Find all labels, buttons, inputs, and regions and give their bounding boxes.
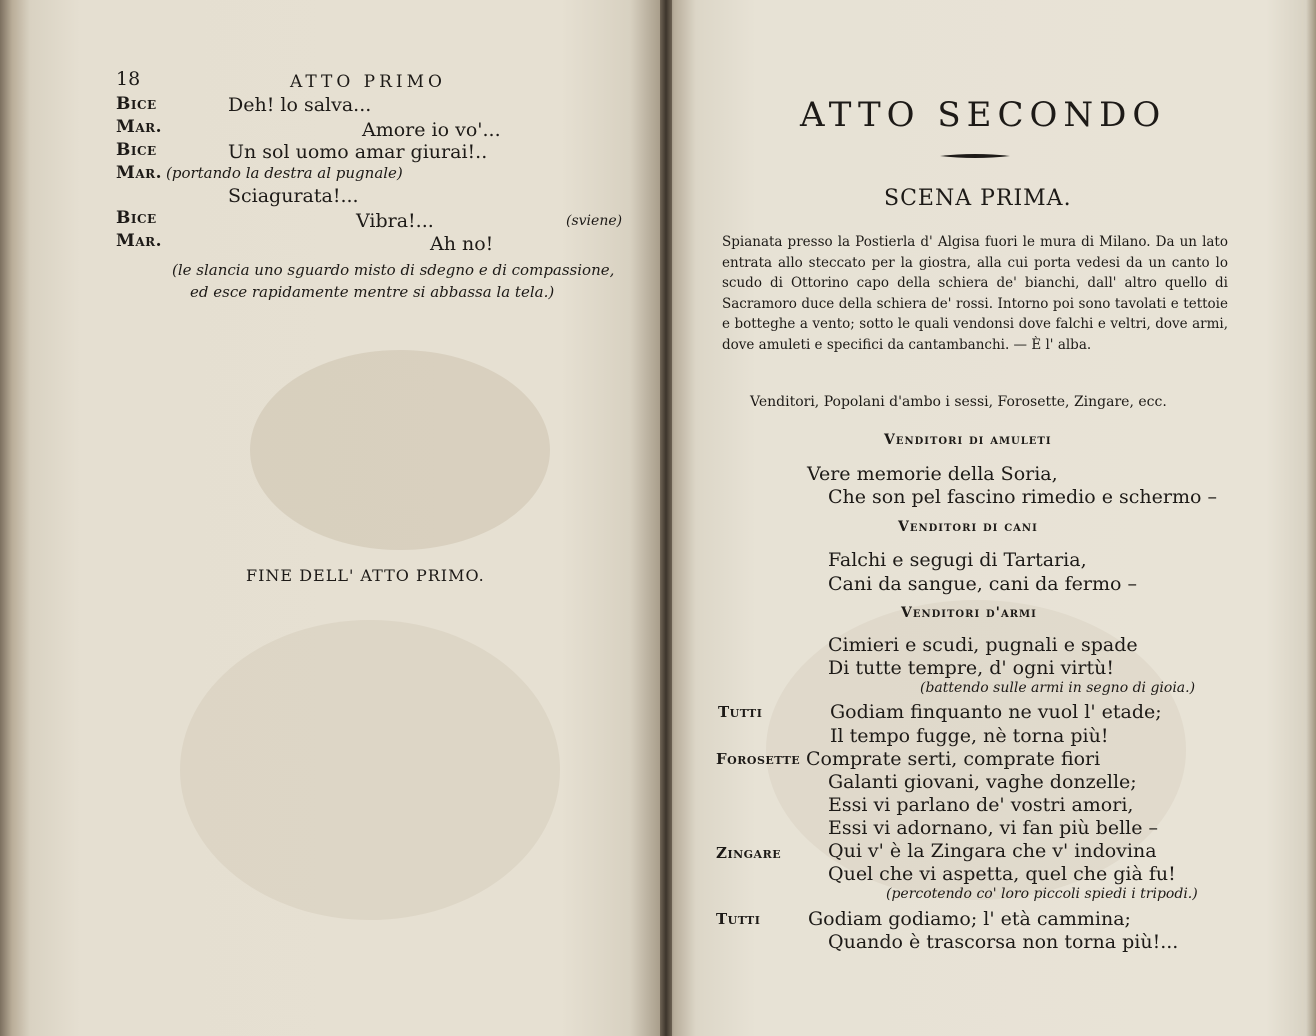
scene-title: SCENA PRIMA. bbox=[884, 186, 1072, 211]
verse-line: Essi vi parlano de' vostri amori, bbox=[828, 794, 1134, 816]
verse-line: Deh! lo salva... bbox=[228, 94, 372, 116]
speaker-tutti: Tutti bbox=[718, 703, 763, 721]
group-heading: Venditori di amuleti bbox=[884, 432, 1052, 448]
stage-direction: (battendo sulle armi in segno di gioia.) bbox=[920, 680, 1196, 696]
verse-line: Ah no! bbox=[430, 233, 494, 255]
stage-direction: (portando la destra al pugnale) bbox=[166, 164, 403, 182]
page-number: 18 bbox=[116, 68, 141, 90]
verse-line: Quel che vi aspetta, quel che già fu! bbox=[828, 863, 1176, 885]
speaker-mar: Mar. bbox=[116, 231, 163, 251]
verse-line: Amore io vo'... bbox=[362, 119, 501, 141]
closing-stage-direction: (le slancia uno sguardo misto di sdegno e di compassione, bbox=[172, 261, 615, 279]
verse-line: Galanti giovani, vaghe donzelle; bbox=[828, 771, 1137, 793]
verse-line: Il tempo fugge, nè torna più! bbox=[830, 725, 1109, 747]
group-heading: Venditori di cani bbox=[898, 519, 1038, 535]
ornament-rule bbox=[940, 153, 1010, 159]
speaker-bice: Bice bbox=[116, 208, 157, 228]
end-of-act: FINE DELL' ATTO PRIMO. bbox=[246, 566, 485, 585]
group-heading: Venditori d'armi bbox=[901, 605, 1037, 621]
verse-line: Cani da sangue, cani da fermo – bbox=[828, 573, 1137, 595]
verse-line: Di tutte tempre, d' ogni virtù! bbox=[828, 657, 1115, 679]
verse-line: Falchi e segugi di Tartaria, bbox=[828, 549, 1087, 571]
verse-line: Sciagurata!... bbox=[228, 185, 359, 207]
speaker-tutti: Tutti bbox=[716, 910, 761, 928]
verse-line: Che son pel fascino rimedio e schermo – bbox=[828, 486, 1217, 508]
scene-description: Spianata presso la Postierla d' Algisa fuori le mura di Milano. Da un lato entrata allo steccato per la giostra, alla cui porta vedesi da un canto lo scudo di Ottorino capo della schiera de' bianchi, dall' altro quello di Sacramoro duce della schiera de' rossi. Intorno poi sono tavolati e tettoie e botteghe a vento; sotto le quali vendonsi dove falchi e veltri, dove armi, dove amuleti e specifici da cantambanchi. — È l' alba. bbox=[722, 234, 1228, 353]
verse-line: Essi vi adornano, vi fan più belle – bbox=[828, 817, 1159, 839]
running-head: ATTO PRIMO bbox=[290, 72, 446, 92]
verse-line: Vere memorie della Soria, bbox=[807, 463, 1058, 485]
verse-line: Cimieri e scudi, pugnali e spade bbox=[828, 634, 1138, 656]
verse-line: Godiam finquanto ne vuol l' etade; bbox=[830, 701, 1162, 723]
verse-line: Comprate serti, comprate fiori bbox=[806, 748, 1101, 770]
act-title: ATTO SECONDO bbox=[800, 95, 1167, 135]
verse-line: Un sol uomo amar giurai!.. bbox=[228, 141, 488, 163]
speaker-forosette: Forosette bbox=[716, 750, 801, 768]
speaker-bice: Bice bbox=[116, 94, 157, 114]
verse-line: Quando è trascorsa non torna più!... bbox=[828, 931, 1179, 953]
verse-line: Godiam godiamo; l' età cammina; bbox=[808, 908, 1131, 930]
stage-direction: (sviene) bbox=[566, 213, 623, 229]
stage-direction: (percotendo co' loro piccoli spiedi i tripodi.) bbox=[886, 886, 1198, 902]
closing-stage-direction: ed esce rapidamente mentre si abbassa la tela.) bbox=[190, 283, 555, 301]
characters-list: Venditori, Popolani d'ambo i sessi, Forosette, Zingare, ecc. bbox=[750, 394, 1167, 410]
verse-line: Qui v' è la Zingara che v' indovina bbox=[828, 840, 1157, 862]
speaker-zingare: Zingare bbox=[716, 844, 782, 862]
speaker-mar: Mar. bbox=[116, 163, 163, 183]
speaker-mar: Mar. bbox=[116, 117, 163, 137]
spine-gutter bbox=[660, 0, 672, 1036]
verse-line: Vibra!... bbox=[356, 210, 434, 232]
speaker-bice: Bice bbox=[116, 140, 157, 160]
